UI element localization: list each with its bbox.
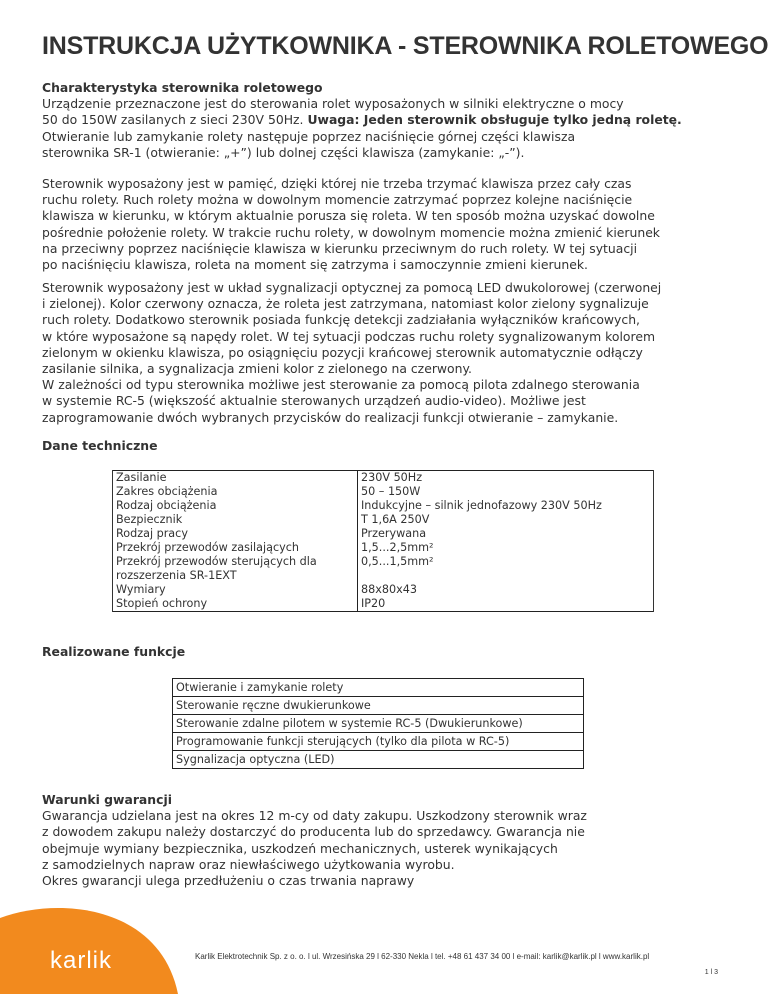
text-line: zielonym w okienku klawisza, po osiągnięciu pozycji krańcowej sterownik automatycznie odłączy <box>42 344 643 360</box>
page-number: 1 l 3 <box>704 969 718 976</box>
table-cell: Bezpiecznik <box>113 513 358 527</box>
text-line: sterownika SR-1 (otwieranie: „+”) lub dolnej części klawisza (zamykanie: „-”). <box>42 144 525 160</box>
table-row <box>113 485 654 499</box>
functions-heading: Realizowane funkcje <box>42 644 186 659</box>
table-row <box>113 499 654 513</box>
text-line: z samodzielnych napraw oraz niewłaściwego użytkowania wyrobu. <box>42 856 455 872</box>
table-cell: Zakres obciążenia <box>113 485 358 499</box>
text-line: i zielonej). Kolor czerwony oznacza, że roleta jest zatrzymana, natomiast kolor zielony sygnalizuje <box>42 296 649 312</box>
table-cell: Rodzaj obciążenia <box>113 499 358 513</box>
tech-table <box>112 470 654 612</box>
text-line: na przeciwny poprzez naciśnięcie klawisza w kierunku przeciwnym do ruch rolety. W tej sytuacji <box>42 240 638 256</box>
text-line: w systemie RC-5 (większość aktualnie sterowanych urządzeń audio-video). Możliwe jest <box>42 393 586 409</box>
text-line: Sterownik wyposażony jest w układ sygnalizacji optycznej za pomocą LED dwukolorowej (czerwonej <box>42 280 662 295</box>
table-cell: Indukcyjne – silnik jednofazowy 230V 50Hz <box>358 499 654 513</box>
text-line: Gwarancja udzielana jest na okres 12 m-cy od daty zakupu. Uszkodzony sterownik wraz <box>42 808 587 824</box>
text-line: pośrednie położenie rolety. W trakcie ruchu rolety, w dowolnym momencie można zmienić kierunek <box>42 224 660 240</box>
table-cell: IP20 <box>358 597 654 612</box>
table-row <box>173 697 584 715</box>
table-row <box>173 733 584 751</box>
table-cell: Przekrój przewodów zasilających <box>113 541 358 555</box>
table-cell: T 1,6A 250V <box>358 513 654 527</box>
text-line: Okres gwarancji ulega przedłużeniu o czas trwania naprawy <box>42 873 415 889</box>
table-row <box>113 527 654 541</box>
led-paragraph <box>42 280 742 426</box>
text-line: Urządzenie przeznaczone jest do sterowania rolet wyposażonych w silniki elektryczne o mocy <box>42 96 624 112</box>
table-cell: Otwieranie i zamykanie rolety <box>173 679 584 697</box>
table-cell: Przerywana <box>358 527 654 541</box>
table-cell: Zasilanie <box>113 471 358 486</box>
page-title: INSTRUKCJA UŻYTKOWNIKA - STEROWNIKA ROLETOWEGO <box>42 32 768 60</box>
table-cell: Sterowanie zdalne pilotem w systemie RC-5 (Dwukierunkowe) <box>173 715 584 733</box>
table-row <box>173 679 584 697</box>
karlik-logo <box>0 900 180 994</box>
characteristics-section <box>42 80 742 161</box>
text-line: po naciśnięciu klawisza, roleta na moment się zatrzyma i samoczynnie zmieni kierunek. <box>42 257 588 273</box>
warning-note: Uwaga: Jeden sterownik obsługuje tylko jedną roletę. <box>307 112 682 128</box>
table-cell: 230V 50Hz <box>358 471 654 486</box>
warranty-heading: Warunki gwarancji <box>42 792 172 807</box>
table-row <box>113 513 654 527</box>
tech-heading: Dane techniczne <box>42 438 158 453</box>
table-row <box>173 751 584 769</box>
text-line <box>42 112 742 128</box>
text-line: w które wyposażone są napędy rolet. W tej sytuacji podczas ruchu rolety sygnalizowanym kolorem <box>42 328 656 344</box>
text-line: obejmuje wymiany bezpiecznika, uszkodzeń mechanicznych, usterek wynikających <box>42 840 558 856</box>
table-row <box>113 597 654 612</box>
table-cell: Wymiary <box>113 583 358 597</box>
table-cell: Programowanie funkcji sterujących (tylko dla pilota w RC-5) <box>173 733 584 751</box>
table-row <box>113 541 654 555</box>
table-row <box>113 471 654 486</box>
text-line: z dowodem zakupu należy dostarczyć do producenta lub do sprzedawcy. Gwarancja nie <box>42 824 585 840</box>
table-cell: 50 – 150W <box>358 485 654 499</box>
footer-company: Karlik Elektrotechnik Sp. z o. o. l ul. Wrzesińska 29 l 62-330 Nekla l tel. +48 61 437 34 00 l e-mail: karlik@karlik.pl l www.karlik.pl <box>195 952 650 961</box>
text-line: Sterownik wyposażony jest w pamięć, dzięki której nie trzeba trzymać klawisza przez cały czas <box>42 176 632 191</box>
text-line: klawisza w kierunku, w którym aktualnie porusza się roleta. W ten sposób można uzyskać dowolne <box>42 208 655 224</box>
table-cell: Przekrój przewodów sterujących dla rozszerzenia SR-1EXT <box>113 555 358 583</box>
table-cell: 0,5...1,5mm² <box>358 555 654 583</box>
table-cell: Sterowanie ręczne dwukierunkowe <box>173 697 584 715</box>
text-line: zaprogramowanie dwóch wybranych przycisków do realizacji funkcji otwieranie – zamykanie. <box>42 409 619 425</box>
text-line: ruchu rolety. Ruch rolety można w dowolnym momencie zatrzymać poprzez kolejne naciśnięcie <box>42 192 633 208</box>
table-cell: Stopień ochrony <box>113 597 358 612</box>
table-row <box>113 555 654 583</box>
table-cell: Sygnalizacja optyczna (LED) <box>173 751 584 769</box>
table-row <box>173 715 584 733</box>
functions-table <box>172 678 584 769</box>
memory-paragraph <box>42 176 742 273</box>
table-cell: 88x80x43 <box>358 583 654 597</box>
table-cell: 1,5...2,5mm² <box>358 541 654 555</box>
text-span: 50 do 150W zasilanych z sieci 230V 50Hz. <box>42 112 308 128</box>
text-line: Otwieranie lub zamykanie rolety następuje poprzez naciśnięcie górnej części klawisza <box>42 128 576 144</box>
text-line: W zależności od typu sterownika możliwe jest sterowanie za pomocą pilota zdalnego sterowania <box>42 377 640 393</box>
text-line: ruch rolety. Dodatkowo sterownik posiada funkcję detekcji zadziałania wyłączników krańcowych, <box>42 312 640 328</box>
characteristics-heading: Charakterystyka sterownika roletowego <box>42 80 323 95</box>
logo-text: karlik <box>50 947 113 974</box>
text-line: zasilanie silnika, a sygnalizacja zmieni kolor z zielonego na czerwony. <box>42 361 472 377</box>
table-row <box>113 583 654 597</box>
table-cell: Rodzaj pracy <box>113 527 358 541</box>
warranty-section <box>42 792 742 889</box>
